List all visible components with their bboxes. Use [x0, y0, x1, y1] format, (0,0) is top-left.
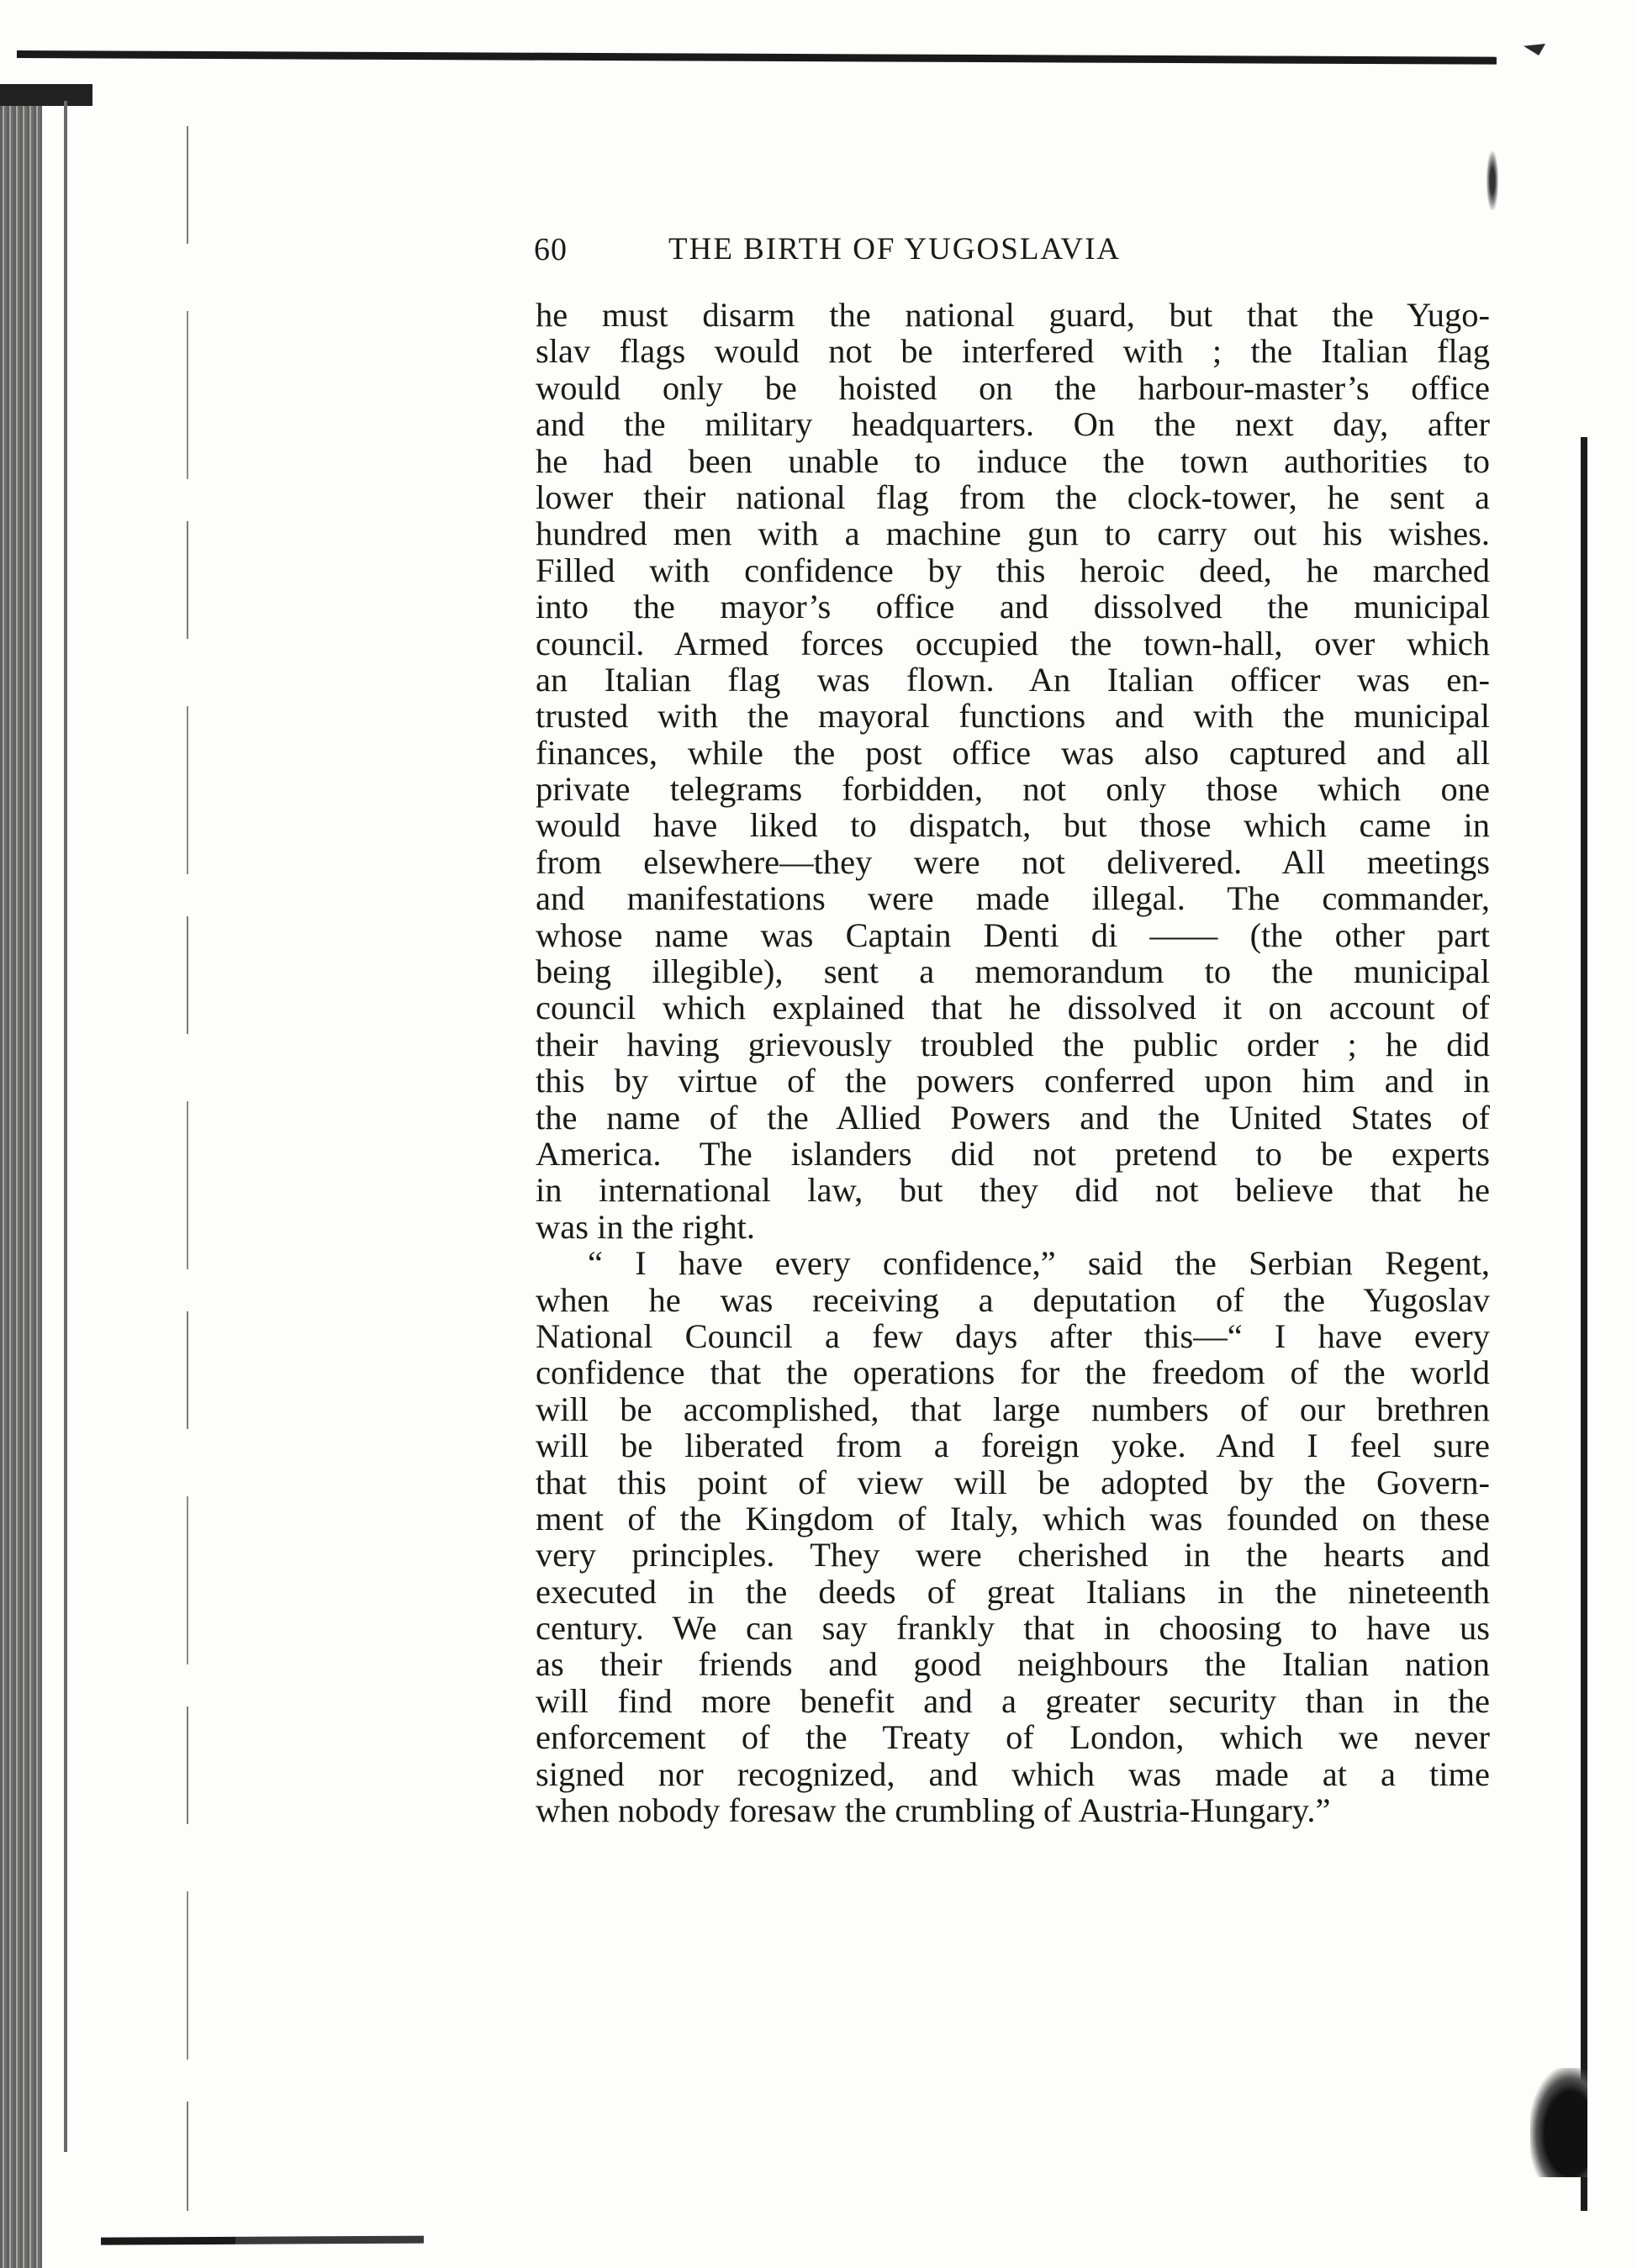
text-line: Filled with confidence by this heroic deed, he marched	[536, 551, 1490, 589]
text-line: council. Armed forces occupied the town-hall, over which	[536, 624, 1490, 662]
scan-right-speck	[1487, 151, 1498, 210]
text-line: would only be hoisted on the harbour-master’s office	[536, 368, 1490, 407]
text-line: “ I have every confidence,” said the Serbian Regent,	[588, 1244, 1490, 1283]
text-line: will be liberated from a foreign yoke. And I feel sure	[536, 1427, 1490, 1465]
text-line: in international law, but they did not believe that he	[536, 1171, 1490, 1210]
text-line: hundred men with a machine gun to carry out his wishes.	[536, 514, 1490, 553]
paragraph	[536, 297, 1490, 1245]
text-line: trusted with the mayoral functions and with the municipal	[536, 697, 1490, 736]
scan-left-corner	[0, 84, 92, 106]
text-line: when nobody foresaw the crumbling of Austria-Hungary.”	[536, 1791, 1331, 1830]
text-line: he must disarm the national guard, but that the Yugo-	[536, 296, 1490, 334]
scan-left-edge-line	[64, 101, 67, 2152]
page-header	[534, 229, 1492, 271]
text-line: whose name was Captain Denti di —— (the other part	[536, 915, 1490, 954]
scan-left-spine-band	[0, 88, 42, 2268]
text-line: lower their national flag from the clock-tower, he sent a	[536, 477, 1490, 516]
running-title: THE BIRTH OF YUGOSLAVIA	[668, 232, 1122, 266]
text-line: he had been unable to induce the town authorities to	[536, 441, 1490, 480]
scan-top-edge	[17, 50, 1497, 65]
text-line: century. We can say frankly that in choosing to have us	[536, 1609, 1490, 1648]
text-line: from elsewhere—they were not delivered. All meetings	[536, 842, 1490, 881]
text-line: America. The islanders did not pretend to be experts	[536, 1134, 1490, 1173]
text-line: enforcement of the Treaty of London, which we never	[536, 1718, 1490, 1757]
text-line: their having grievously troubled the public order ; he did	[536, 1025, 1490, 1063]
paragraph	[536, 1245, 1490, 1828]
text-line: National Council a few days after this—“ I have every	[536, 1316, 1490, 1355]
text-line: will be accomplished, that large numbers of our brethren	[536, 1390, 1490, 1428]
text-line: this by virtue of the powers conferred upon him and in	[536, 1062, 1490, 1100]
text-line: ment of the Kingdom of Italy, which was founded on these	[536, 1499, 1490, 1537]
text-line: executed in the deeds of great Italians in the nineteenth	[536, 1572, 1490, 1611]
text-line: very principles. They were cherished in the hearts and	[536, 1536, 1490, 1574]
body-text	[536, 297, 1490, 1828]
scan-right-edge	[1581, 437, 1587, 2211]
text-line: into the mayor’s office and dissolved the municipal	[536, 588, 1490, 626]
text-line: when he was receiving a deputation of the Yugoslav	[536, 1280, 1490, 1319]
text-line: confidence that the operations for the freedom of the world	[536, 1353, 1490, 1392]
text-line: and the military headquarters. On the next day, after	[536, 405, 1490, 444]
scan-corner-mark	[1523, 44, 1545, 55]
text-line: was in the right.	[536, 1207, 755, 1246]
text-line: signed nor recognized, and which was made at a time	[536, 1754, 1490, 1793]
text-line: private telegrams forbidden, not only those which one	[536, 770, 1490, 809]
text-line: council which explained that he dissolved it on account of	[536, 989, 1490, 1027]
page-number: 60	[534, 232, 568, 267]
text-line: slav flags would not be interfered with ; the Italian flag	[536, 332, 1490, 371]
text-line: and manifestations were made illegal. The commander,	[536, 879, 1490, 918]
text-line: the name of the Allied Powers and the United States of	[536, 1098, 1490, 1137]
text-line: as their friends and good neighbours the Italian nation	[536, 1645, 1490, 1684]
text-line: being illegible), sent a memorandum to the municipal	[536, 952, 1490, 991]
scan-right-blot	[1530, 2068, 1587, 2177]
scan-bottom-edge	[101, 2234, 639, 2244]
text-line: an Italian flag was flown. An Italian officer was en-	[536, 660, 1490, 699]
text-line: finances, while the post office was also captured and all	[536, 733, 1490, 772]
scan-gutter-line	[187, 126, 188, 2211]
text-line: would have liked to dispatch, but those which came in	[536, 806, 1490, 845]
text-line: will find more benefit and a greater security than in the	[536, 1681, 1490, 1720]
text-line: that this point of view will be adopted by the Govern-	[536, 1463, 1490, 1501]
